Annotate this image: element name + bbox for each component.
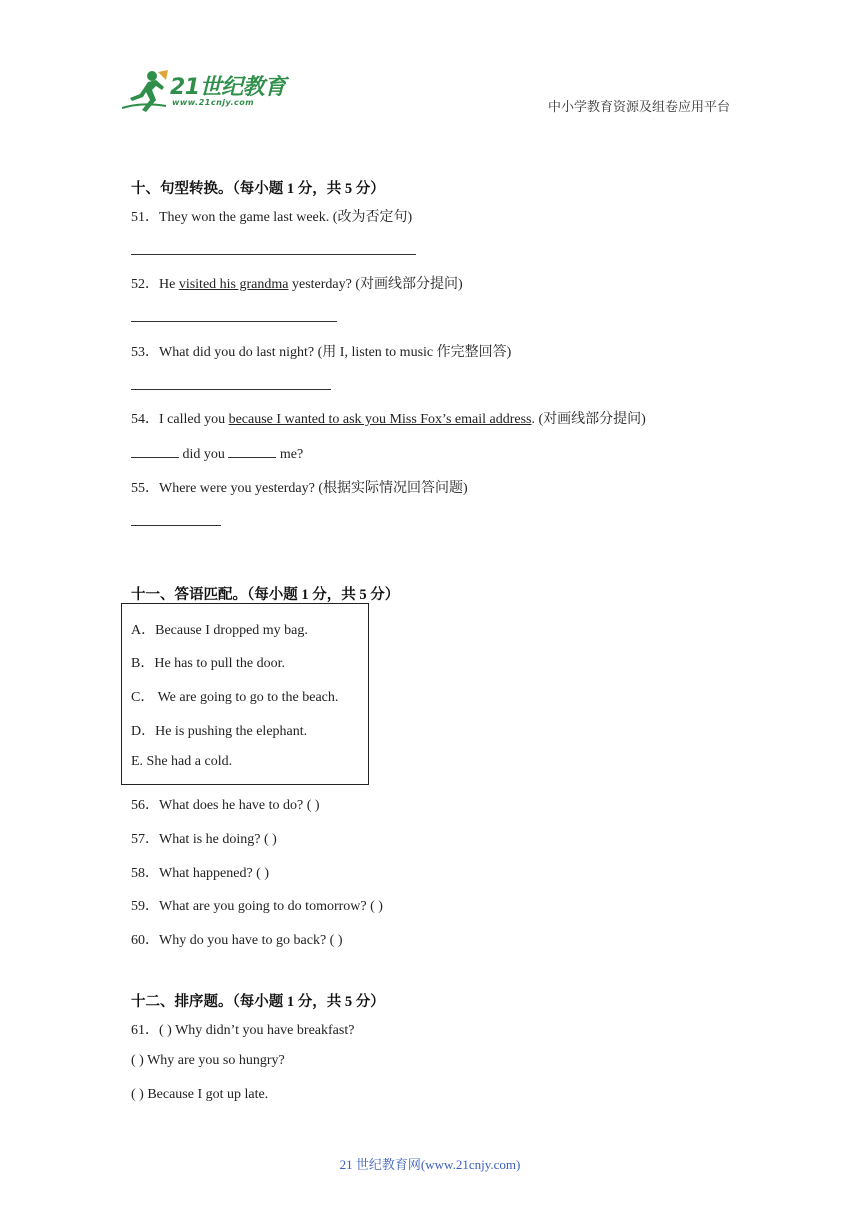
option-a: A．Because I dropped my bag. xyxy=(131,623,308,638)
blank-54-2 xyxy=(228,443,276,458)
question-54-pre: 54．I called you xyxy=(131,412,229,427)
runner-logo-icon xyxy=(122,68,170,114)
platform-title: 中小学教育资源及组卷应用平台 xyxy=(547,99,730,114)
question-52-pre: 52．He xyxy=(131,277,179,292)
logo xyxy=(122,68,292,116)
question-60: 60．Why do you have to go back? ( ) xyxy=(131,933,343,948)
answer-54-mid: did you xyxy=(179,447,229,462)
option-d: D．He is pushing the elephant. xyxy=(131,724,308,739)
logo-url: www.21cnjy.com xyxy=(172,98,255,107)
section-10-title: 十、句型转换。（每小题 1 分，共 5 分） xyxy=(131,181,385,197)
question-54-underlined: because I wanted to ask you Miss Fox’s email address xyxy=(228,412,532,427)
question-52-post: yesterday? (对画线部分提问) xyxy=(288,277,463,292)
answer-54-end: me? xyxy=(276,447,304,462)
question-54-post: . (对画线部分提问) xyxy=(531,412,646,427)
blank-54-1 xyxy=(131,443,179,458)
question-55: 55．Where were you yesterday? (根据实际情况回答问题) xyxy=(131,481,468,496)
answer-line-53 xyxy=(131,389,331,390)
question-51: 51．They won the game last week. (改为否定句) xyxy=(131,210,413,225)
option-c: C． We are going to go to the beach. xyxy=(131,690,339,705)
option-b: B．He has to pull the door. xyxy=(131,656,285,671)
section-12-title: 十二、排序题。（每小题 1 分，共 5 分） xyxy=(131,994,385,1010)
question-57: 57．What is he doing? ( ) xyxy=(131,832,277,847)
order-item-3: ( ) Because I got up late. xyxy=(131,1087,269,1102)
logo-text: 21世纪教育 xyxy=(170,75,286,100)
answer-54 xyxy=(131,443,303,463)
page-footer: 21 世纪教育网(www.21cnjy.com) xyxy=(339,1157,521,1172)
question-58: 58．What happened? ( ) xyxy=(131,866,269,881)
option-e: E. She had a cold. xyxy=(131,754,233,769)
answer-line-55 xyxy=(131,525,221,526)
question-59: 59．What are you going to do tomorrow? ( ) xyxy=(131,899,383,914)
question-52 xyxy=(131,273,463,293)
order-item-2: ( ) Why are you so hungry? xyxy=(131,1053,285,1068)
section-11-title: 十一、答语匹配。（每小题 1 分，共 5 分） xyxy=(131,587,400,603)
question-54 xyxy=(131,408,646,428)
question-56: 56．What does he have to do? ( ) xyxy=(131,798,320,813)
question-52-underlined: visited his grandma xyxy=(178,277,289,292)
answer-line-51 xyxy=(131,254,416,255)
question-53: 53．What did you do last night? (用 I, listen to music 作完整回答) xyxy=(131,345,512,360)
question-61: 61．( ) Why didn’t you have breakfast? xyxy=(131,1023,355,1038)
answer-line-52 xyxy=(131,321,337,322)
